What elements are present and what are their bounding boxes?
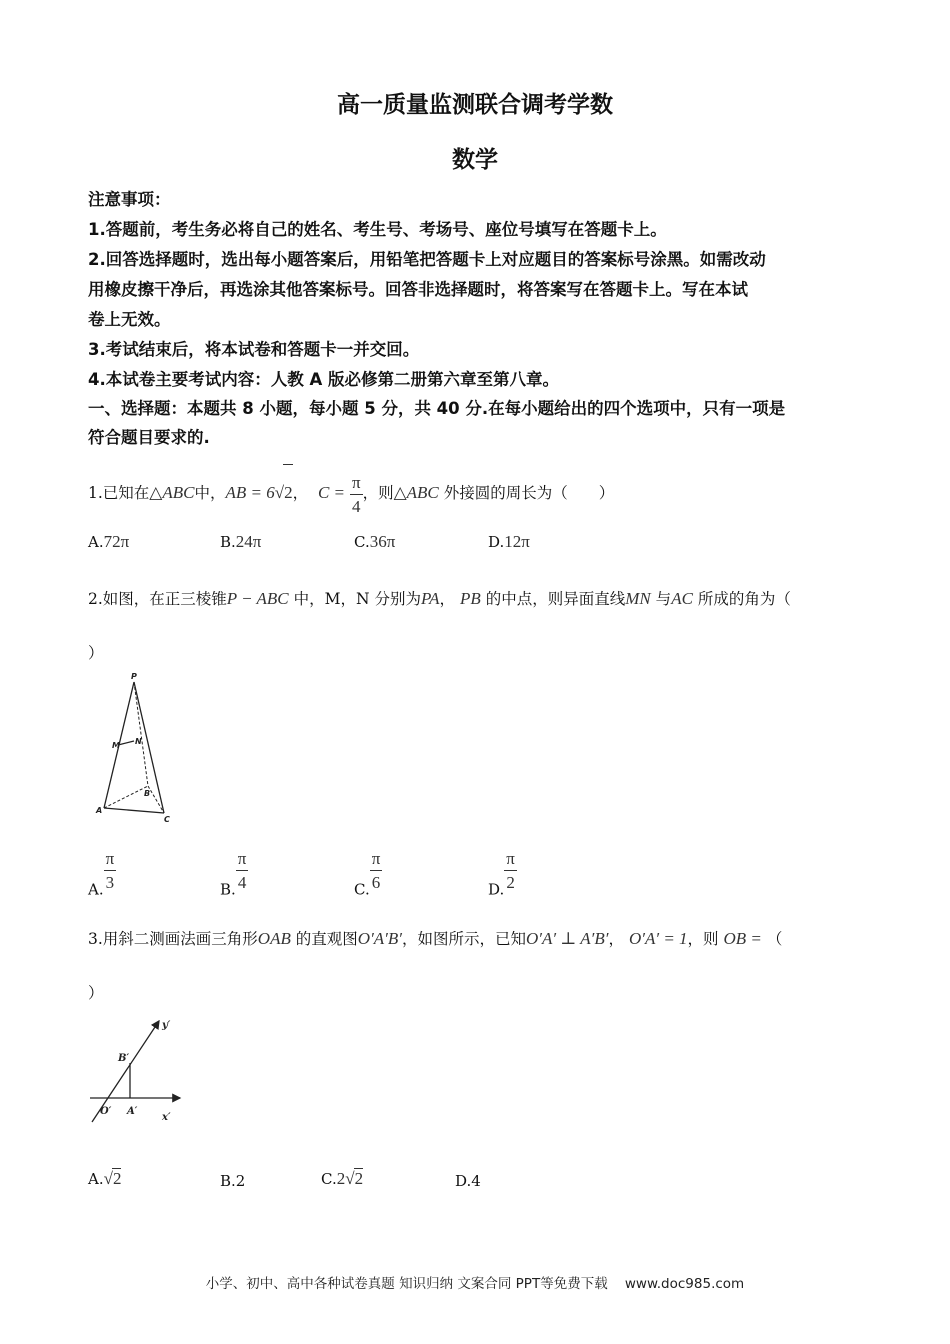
q1-text: ， bbox=[292, 484, 309, 502]
option-label: B. bbox=[220, 533, 236, 551]
fraction-numerator: π bbox=[104, 850, 117, 871]
fraction-denominator: 4 bbox=[352, 496, 361, 516]
option-value: 24π bbox=[235, 532, 262, 551]
exam-subject: 数学 bbox=[452, 147, 498, 173]
question-2 bbox=[88, 587, 791, 609]
edge-bc bbox=[148, 786, 164, 813]
label-a: A bbox=[96, 806, 103, 815]
sqrt-sign: √ bbox=[345, 1169, 355, 1188]
fraction-denominator: 3 bbox=[105, 873, 115, 892]
fraction-denominator: 2 bbox=[506, 873, 515, 892]
label-b: B bbox=[144, 789, 151, 798]
q3-text: ，如图所示，已知 bbox=[402, 930, 527, 948]
edge-ac bbox=[104, 808, 164, 813]
notice-line-3: 3.考试结束后，将本试卷和答题卡一并交回。 bbox=[88, 340, 420, 359]
label-m: M bbox=[112, 741, 120, 750]
q1-text: ，则 bbox=[362, 484, 394, 502]
section-heading-line-1: 一、选择题：本题共 8 小题，每小题 5 分，共 40 分.在每小题给出的四个选项中，只有一项是 bbox=[88, 399, 786, 418]
q3-math-oab-prime: O′A′B′ bbox=[357, 929, 402, 948]
notice-line-2b: 用橡皮擦干净后，再选涂其他答案标号。回答非选择题时，将答案写在答题卡上。写在本试 bbox=[88, 280, 748, 299]
question-1 bbox=[88, 464, 614, 521]
q3-text: （ bbox=[766, 930, 783, 948]
fraction-numerator: π bbox=[236, 850, 249, 871]
q1-math-c: C = bbox=[317, 483, 346, 502]
q2-option-a[interactable] bbox=[88, 850, 116, 899]
q2-math-mn: MN bbox=[625, 589, 651, 608]
label-o-prime: O′ bbox=[100, 1106, 112, 1117]
label-x-prime: x′ bbox=[162, 1112, 171, 1123]
pyramid-figure bbox=[88, 668, 188, 828]
q1-option-b[interactable] bbox=[220, 532, 261, 552]
option-label: C. bbox=[321, 1170, 337, 1188]
q1-math-triangle: △ABC bbox=[149, 483, 195, 502]
q2-text: 与 bbox=[655, 590, 672, 608]
q1-option-d[interactable] bbox=[488, 532, 530, 552]
q1-math-sqrt: 2 bbox=[283, 464, 293, 521]
q3-text: 的直观图 bbox=[295, 930, 358, 948]
footer-text: 小学、初中、高中各种试卷真题 知识归纳 文案合同 PPT等免费下载 bbox=[205, 1276, 608, 1292]
option-coefficient: 2 bbox=[336, 1169, 346, 1188]
sqrt-sign: √ bbox=[103, 1169, 113, 1188]
fraction-denominator: 6 bbox=[371, 873, 381, 892]
q2-math-pabc: P − ABC bbox=[226, 589, 289, 608]
q2-option-b[interactable] bbox=[220, 850, 248, 899]
q2-text: 2.如图，在正三棱锥 bbox=[88, 590, 227, 608]
notice-line-4: 4.本试卷主要考试内容：人教 A 版必修第二册第六章至第八章。 bbox=[88, 370, 560, 389]
q1-text: 外接圆的周长为（ ） bbox=[443, 484, 615, 502]
option-fraction bbox=[504, 850, 517, 891]
fraction-numerator: π bbox=[504, 850, 517, 871]
notice-line-2a: 2.回答选择题时，选出每小题答案后，用铅笔把答题卡上对应题目的答案标号涂黑。如需改动 bbox=[88, 250, 766, 269]
option-fraction bbox=[104, 850, 117, 891]
q2-math-ac: AC bbox=[671, 589, 693, 608]
q1-text: 中， bbox=[194, 484, 226, 502]
option-value: 2 bbox=[112, 1169, 122, 1188]
q3-close-paren: ） bbox=[88, 984, 104, 1002]
fraction-numerator: π bbox=[350, 474, 363, 495]
option-label: A. bbox=[88, 1170, 104, 1188]
fraction-denominator: 4 bbox=[237, 873, 247, 892]
q2-option-c[interactable] bbox=[354, 850, 382, 899]
option-value: 12π bbox=[504, 532, 530, 551]
q3-math-oab: OAB bbox=[257, 929, 291, 948]
option-label: C. bbox=[354, 880, 370, 899]
label-p: P bbox=[131, 672, 137, 681]
option-label: B. bbox=[220, 880, 236, 899]
q1-math-ab: AB = 6 bbox=[225, 483, 275, 502]
option-label: D. bbox=[488, 533, 505, 551]
q3-math-oa-length: O′A′ = 1 bbox=[628, 929, 688, 948]
option-label: A. bbox=[88, 533, 104, 551]
option-fraction bbox=[370, 850, 383, 891]
sqrt-sign: √ bbox=[274, 483, 285, 502]
option-label: A. bbox=[88, 880, 104, 899]
section-heading-line-2: 符合题目要求的. bbox=[88, 428, 210, 447]
option-fraction bbox=[236, 850, 249, 891]
q3-text: 3.用斜二测画法画三角形 bbox=[88, 930, 258, 948]
q3-option-c[interactable] bbox=[321, 1168, 363, 1189]
option-label: C. bbox=[354, 533, 370, 551]
option-value: 36π bbox=[369, 532, 396, 551]
notice-line-1: 1.答题前，考生务必将自己的姓名、考生号、考场号、座位号填写在答题卡上。 bbox=[88, 220, 667, 239]
q3-option-b[interactable]: B.2 bbox=[220, 1172, 246, 1190]
q2-text: 中，M，N 分别为 bbox=[293, 590, 421, 608]
footer-link[interactable]: www.doc985.com bbox=[624, 1276, 745, 1292]
q3-text: ， bbox=[608, 930, 625, 948]
q1-fraction bbox=[350, 474, 363, 515]
q3-math-perp: O′A′ ⊥ A′B′ bbox=[526, 929, 609, 948]
label-n: N bbox=[135, 737, 142, 746]
q3-option-a[interactable] bbox=[88, 1168, 121, 1189]
q2-math-pa: PA bbox=[420, 589, 440, 608]
notice-line-2c: 卷上无效。 bbox=[88, 310, 171, 329]
label-b-prime: B′ bbox=[118, 1053, 130, 1064]
exam-title: 高一质量监测联合调考学数 bbox=[337, 92, 613, 118]
q3-option-d[interactable]: D.4 bbox=[455, 1172, 481, 1190]
q2-option-d[interactable] bbox=[488, 850, 517, 899]
q2-close-paren: ） bbox=[88, 644, 104, 662]
edge-ab bbox=[104, 786, 151, 808]
q2-math-pb: PB bbox=[460, 589, 481, 608]
notice-heading: 注意事项： bbox=[88, 190, 171, 209]
q3-math-ob: OB = bbox=[723, 929, 762, 948]
q1-math-triangle-2: △ABC bbox=[393, 483, 439, 502]
option-value: 72π bbox=[103, 532, 130, 551]
option-label: D. bbox=[488, 880, 505, 899]
q1-text: 1.已知在 bbox=[88, 484, 150, 502]
q1-option-a[interactable] bbox=[88, 532, 129, 552]
q2-text: ， bbox=[439, 590, 456, 608]
label-y-prime: y′ bbox=[162, 1020, 171, 1031]
label-a-prime: A′ bbox=[127, 1106, 138, 1117]
fraction-numerator: π bbox=[370, 850, 383, 871]
question-3 bbox=[88, 927, 782, 949]
footer bbox=[0, 1272, 950, 1292]
q2-text: 的中点，则异面直线 bbox=[485, 590, 626, 608]
q3-text: ，则 bbox=[687, 930, 719, 948]
option-value: 2 bbox=[354, 1169, 364, 1188]
q2-text: 所成的角为（ bbox=[697, 590, 791, 608]
q1-option-c[interactable] bbox=[354, 532, 395, 552]
oblique-axes-figure bbox=[88, 1015, 188, 1130]
label-c: C bbox=[164, 815, 170, 824]
